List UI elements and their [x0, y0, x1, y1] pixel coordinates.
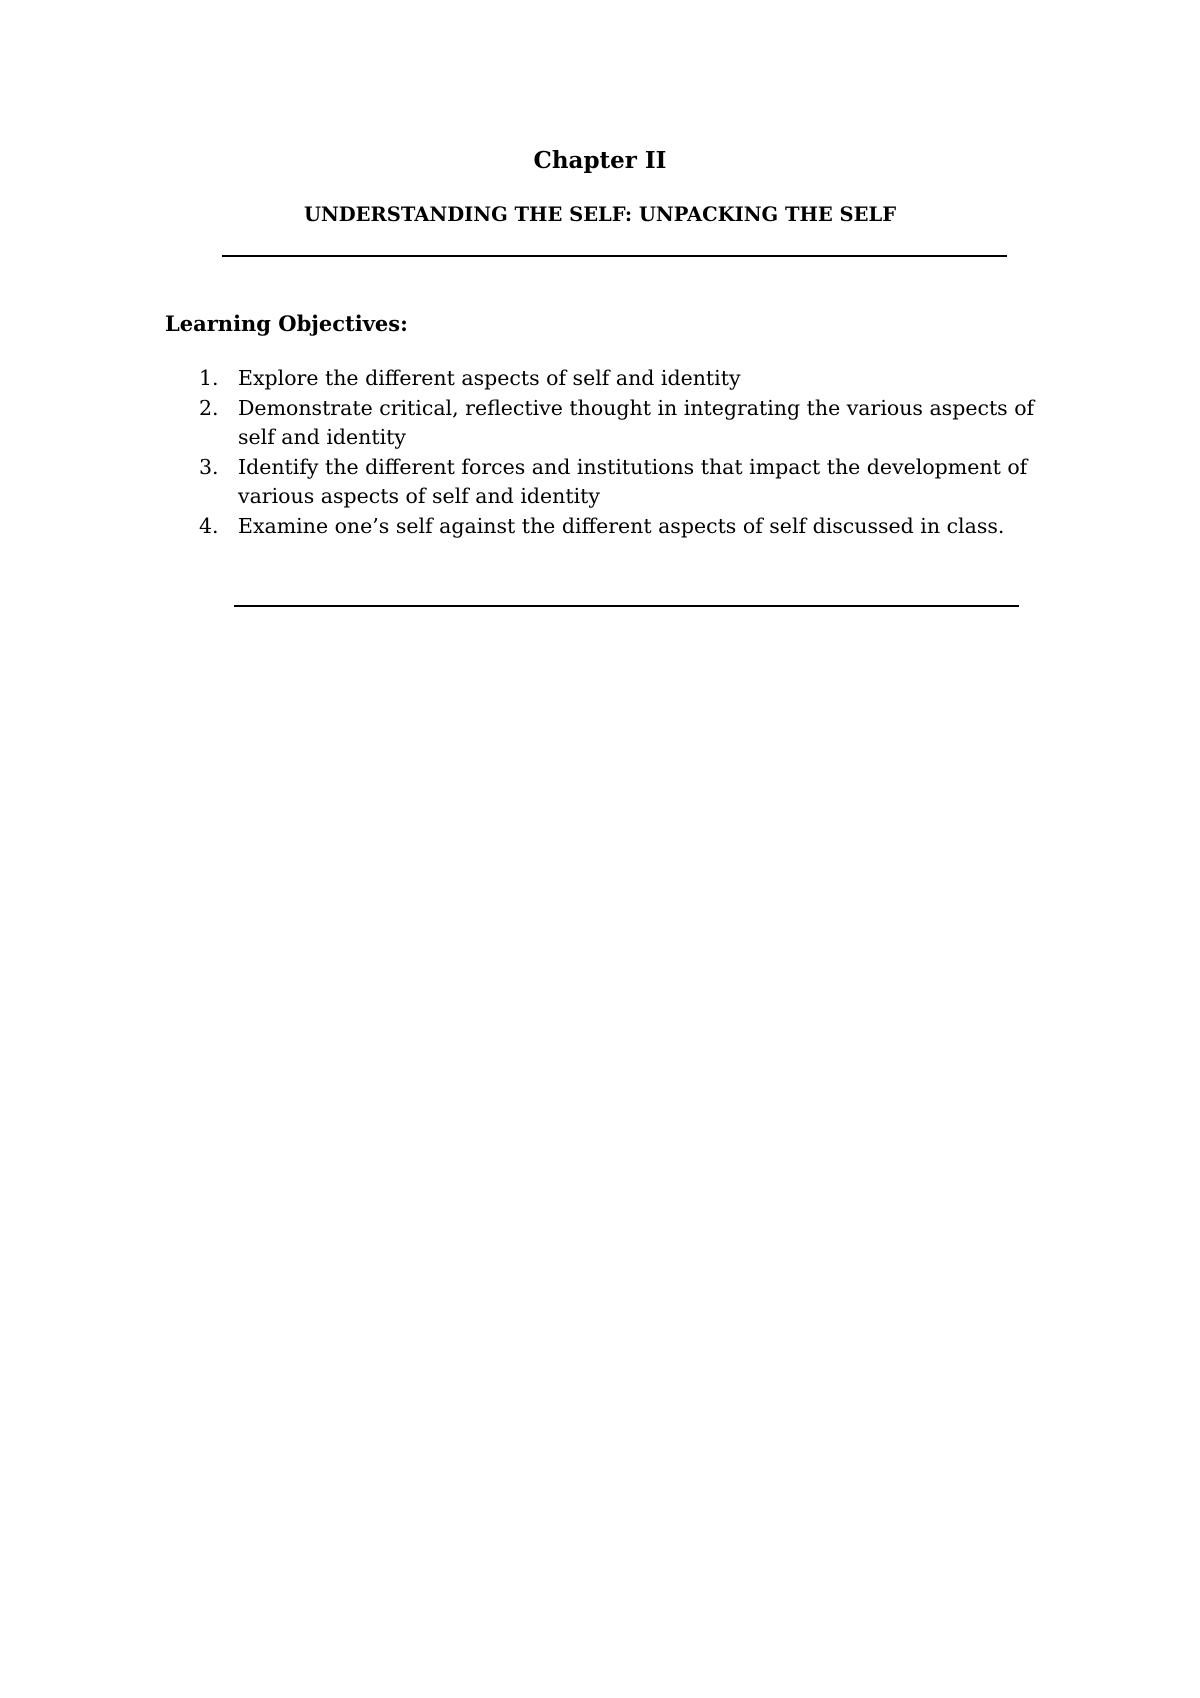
objectives-heading: Learning Objectives: [165, 311, 408, 336]
objective-number: 4. [199, 513, 219, 538]
bottom-divider [234, 605, 1019, 607]
objective-text: Explore the different aspects of self and identity [238, 366, 741, 390]
chapter-title: UNDERSTANDING THE SELF: UNPACKING THE SELF [303, 203, 897, 226]
objective-text: Identify the different forces and institutions that impact the development of various aspects of self and identity [238, 454, 1028, 508]
objective-item [0, 512, 1200, 542]
objective-item [0, 453, 1200, 512]
objective-text: Demonstrate critical, reflective thought in integrating the various aspects of self and identity [238, 395, 1035, 449]
objectives-list [0, 364, 1200, 541]
objective-number: 3. [199, 454, 219, 479]
objective-item [0, 364, 1200, 394]
objective-number: 2. [199, 395, 219, 420]
top-divider [222, 255, 1007, 257]
objective-item [0, 394, 1200, 453]
objective-number: 1. [199, 366, 219, 390]
chapter-label: Chapter II [533, 147, 667, 174]
objective-text: Examine one’s self against the different aspects of self discussed in class. [238, 513, 1005, 538]
